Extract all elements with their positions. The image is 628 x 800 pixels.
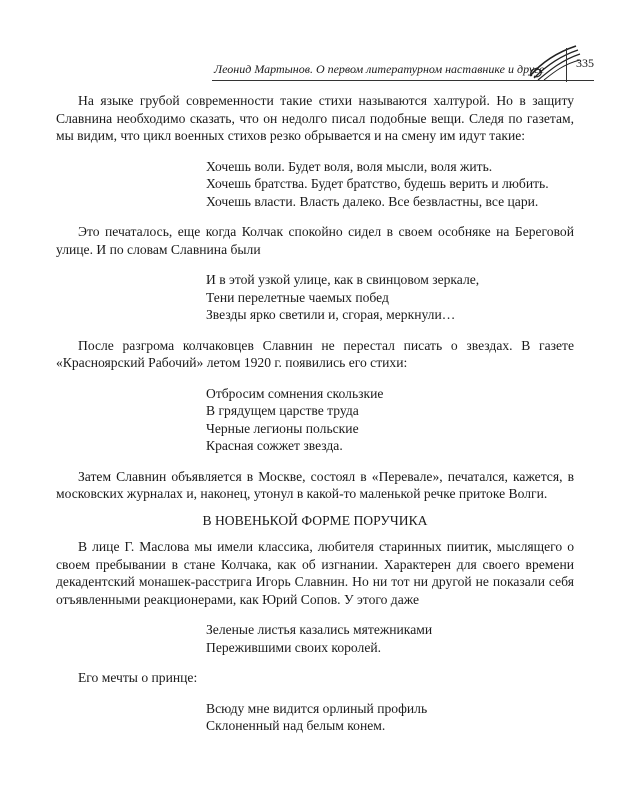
verse-line: Всюду мне видится орлиный профиль [206, 700, 428, 716]
section-heading: В НОВЕНЬКОЙ ФОРМЕ ПОРУЧИКА [202, 512, 428, 528]
verse-line: Черные легионы польские [206, 420, 359, 436]
verse-line: Звезды ярко светили и, сгорая, меркнули… [206, 307, 456, 322]
paragraph: Это печаталось, еще когда Колчак спокойно сидел в своем особняке на Береговой улице. И по словам Славнина были [56, 224, 574, 257]
header-rule [212, 80, 594, 81]
page-number: 335 [576, 56, 594, 70]
verse-line: И в этой узкой улице, как в свинцовом зеркале, [206, 272, 480, 287]
paragraph: Его мечты о принце: [78, 670, 198, 685]
verse-line: Хочешь власти. Власть далеко. Все безвластны, все цари. [206, 193, 539, 209]
running-title: Леонид Мартынов. О первом литературном наставнике и друге [214, 62, 545, 76]
paragraph: В лице Г. Маслова мы имели классика, любителя старинных пиитик, мыслящего о своем пребывании в стане Колчака, как об изгнании. Характерен для своего времени декадентский монашек-расстрига Игорь Славнин. Но ни тот ни другой не показали себя отъявленными реакционерами, как Юрий Сопов. У этого даже [56, 539, 574, 607]
verse-line: Хочешь братства. Будет братство, будешь верить и любить. [206, 176, 549, 191]
verse-line: Зеленые листья казались мятежниками [206, 622, 433, 637]
header-divider [566, 48, 567, 82]
verse-line: Пережившими своих королей. [206, 639, 382, 655]
verse-block [206, 700, 574, 735]
paragraph: Затем Славнин объявляется в Москве, состоял в «Перевале», печатался, кажется, в московских журналах и, наконец, утонул в какой-то маленькой речке притоке Волги. [56, 468, 574, 501]
verse-block [206, 271, 574, 324]
paragraph: На языке грубой современности такие стихи называются халтурой. Но в защиту Славнина необходимо сказать, что он недолго писал подобные вещи. Следя по газетам, мы видим, что цикл военных стихов резко обрывается и на смену им идут такие: [56, 93, 574, 143]
paragraph: После разгрома колчаковцев Славнин не перестал писать о звездах. В газете «Красноярский Рабочий» летом 1920 г. появились его стихи: [56, 337, 574, 370]
verse-block [206, 621, 574, 656]
verse-line: Тени перелетные чаемых побед [206, 289, 389, 305]
verse-line: Склоненный над белым конем. [206, 718, 386, 733]
page-body [56, 92, 574, 735]
verse-block [206, 385, 574, 455]
verse-line: В грядущем царстве труда [206, 403, 359, 418]
verse-line: Красная сожжет звезда. [206, 438, 343, 453]
verse-line: Хочешь воли. Будет воля, воля мысли, воля жить. [206, 158, 493, 174]
verse-line: Отбросим сомнения скользкие [206, 385, 384, 401]
verse-block [206, 158, 574, 211]
